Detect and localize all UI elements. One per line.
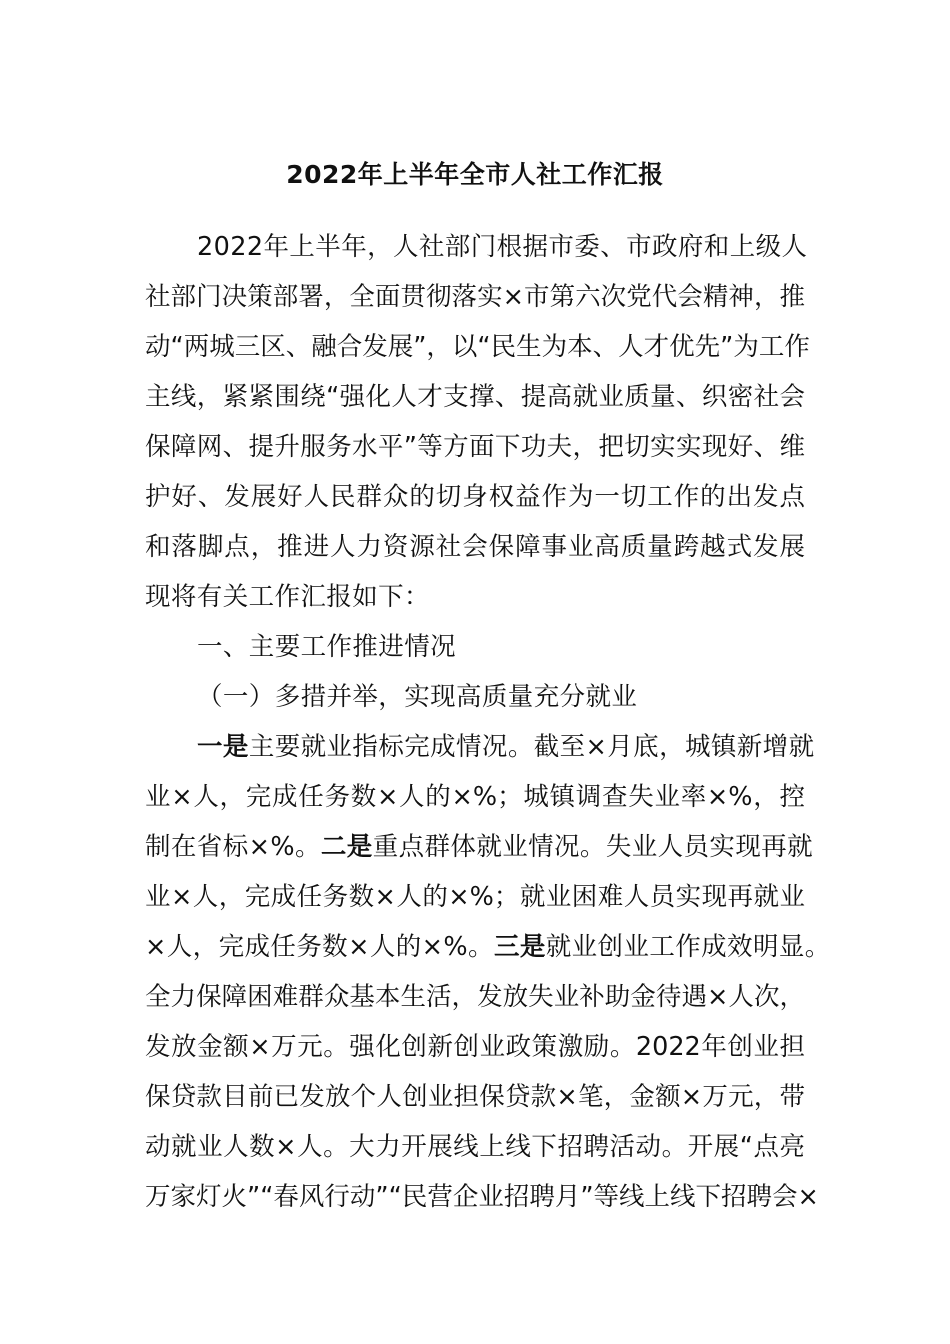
paragraph-text: 制在省标×%。 [145, 832, 321, 862]
paragraph-line: 保贷款目前已发放个人创业担保贷款×笔，金额×万元，带 [145, 1082, 805, 1112]
paragraph-line [197, 729, 814, 765]
paragraph-line: 万家灯火”“春风行动”“民营企业招聘月”等线上线下招聘会× [145, 1182, 819, 1212]
paragraph-line: 业×人，完成任务数×人的×%；城镇调查失业率×%，控 [145, 782, 805, 812]
paragraph-line: 社部门决策部署，全面贯彻落实×市第六次党代会精神，推 [145, 282, 805, 312]
subsection-heading: （一）多措并举，实现高质量充分就业 [197, 682, 638, 712]
paragraph-text: 主要就业指标完成情况。截至×月底，城镇新增就 [248, 732, 815, 762]
paragraph-line: 动“两城三区、融合发展”，以“民生为本、人才优先”为工作 [145, 332, 810, 362]
paragraph-line: 保障网、提升服务水平”等方面下功夫，把切实实现好、维 [145, 432, 805, 462]
paragraph-line: 现将有关工作汇报如下： [145, 582, 430, 612]
item-marker: 一是 [197, 732, 249, 762]
paragraph-text: 重点群体就业情况。失业人员实现再就 [372, 832, 814, 862]
paragraph-line: 2022年上半年，人社部门根据市委、市政府和上级人 [197, 232, 808, 262]
paragraph-line: 全力保障困难群众基本生活，发放失业补助金待遇×人次， [145, 982, 805, 1012]
section-heading: 一、主要工作推进情况 [197, 632, 457, 662]
paragraph-line: 业×人，完成任务数×人的×%；就业困难人员实现再就业 [145, 882, 805, 912]
paragraph-line: 发放金额×万元。强化创新创业政策激励。2022年创业担 [145, 1032, 805, 1062]
paragraph-line: 动就业人数×人。大力开展线上线下招聘活动。开展“点亮 [145, 1132, 805, 1162]
item-marker: 三是 [493, 932, 546, 962]
paragraph-text: 就业创业工作成效明显。 [545, 932, 831, 962]
paragraph-line: 主线，紧紧围绕“强化人才支撑、提高就业质量、织密社会 [145, 382, 805, 412]
paragraph-line [145, 829, 813, 865]
paragraph-text: ×人，完成任务数×人的×%。 [145, 932, 494, 962]
paragraph-line: 和落脚点，推进人力资源社会保障事业高质量跨越式发展 [145, 532, 805, 562]
document-title: 2022年上半年全市人社工作汇报 [286, 160, 664, 189]
paragraph-line: 护好、发展好人民群众的切身权益作为一切工作的出发点 [145, 482, 805, 512]
item-marker: 二是 [320, 832, 373, 862]
paragraph-line [145, 929, 831, 965]
